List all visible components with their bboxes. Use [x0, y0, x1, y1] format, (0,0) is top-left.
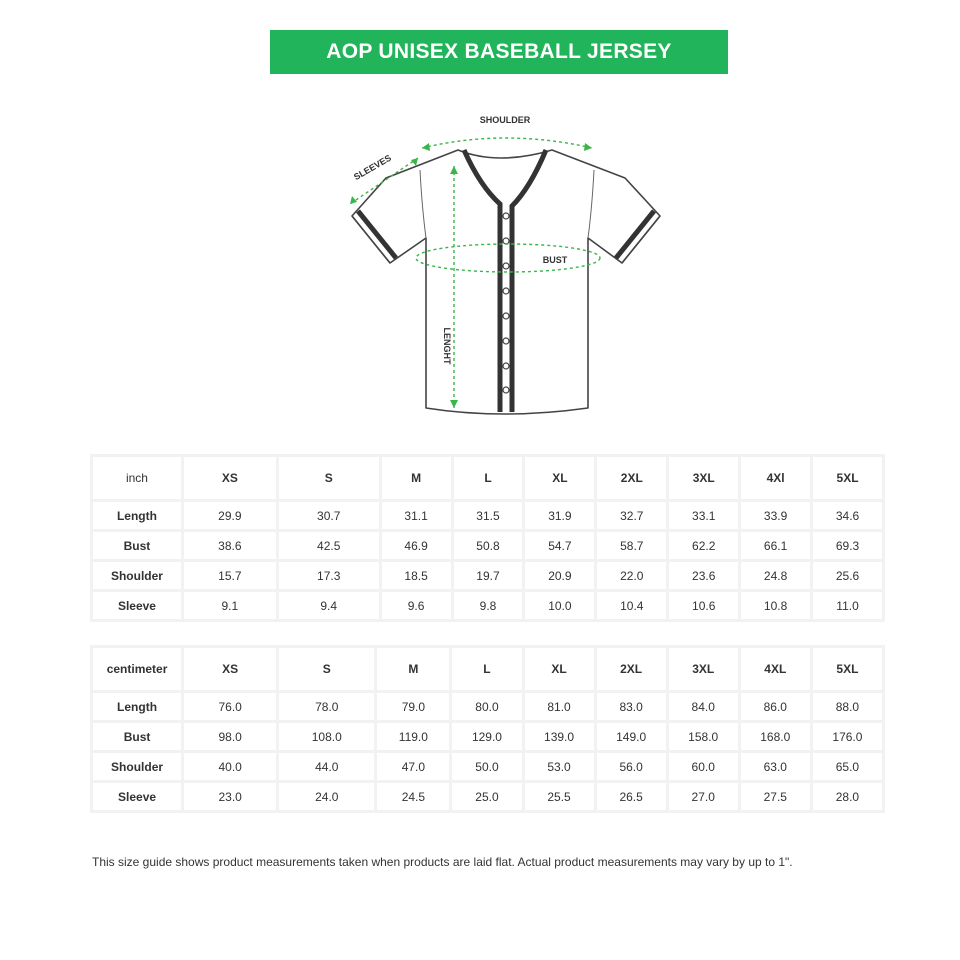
table-row [93, 562, 882, 589]
bust-label: BUST [542, 255, 568, 265]
table-cell: 76.0 [184, 693, 276, 720]
size-header: XL [525, 457, 594, 499]
table-cell: 22.0 [597, 562, 666, 589]
jersey-diagram [330, 108, 670, 428]
row-label: Sleeve [93, 592, 181, 619]
table-cell: 65.0 [813, 753, 882, 780]
table-cell: 27.0 [669, 783, 738, 810]
table-row [93, 753, 882, 780]
size-header: 4Xl [741, 457, 810, 499]
length-label: LENGHT [442, 327, 452, 365]
table-cell: 63.0 [741, 753, 810, 780]
table-cell: 108.0 [279, 723, 374, 750]
table-cell: 19.7 [454, 562, 523, 589]
table-cell: 80.0 [452, 693, 521, 720]
table-cell: 33.9 [741, 502, 810, 529]
size-header: S [279, 648, 374, 690]
centimeter-size-table [90, 645, 885, 813]
jersey-outline [352, 150, 660, 414]
size-header: 4XL [741, 648, 810, 690]
inch-size-table [90, 454, 885, 622]
table-cell: 56.0 [597, 753, 666, 780]
size-header: L [454, 457, 523, 499]
table-cell: 9.4 [279, 592, 379, 619]
table-cell: 26.5 [597, 783, 666, 810]
table-cell: 38.6 [184, 532, 276, 559]
table-cell: 10.8 [741, 592, 810, 619]
table-row [93, 693, 882, 720]
table-cell: 11.0 [813, 592, 882, 619]
table-cell: 119.0 [377, 723, 449, 750]
table-cell: 25.0 [452, 783, 521, 810]
row-label: Sleeve [93, 783, 181, 810]
page-title: AOP UNISEX BASEBALL JERSEY [326, 40, 672, 63]
table-cell: 42.5 [279, 532, 379, 559]
size-header: M [377, 648, 449, 690]
table-cell: 31.9 [525, 502, 594, 529]
table-cell: 30.7 [279, 502, 379, 529]
row-label: Shoulder [93, 753, 181, 780]
table-cell: 23.6 [669, 562, 738, 589]
table-row [93, 532, 882, 559]
sleeves-label: SLEEVES [352, 152, 393, 183]
table-cell: 9.1 [184, 592, 276, 619]
table-cell: 24.5 [377, 783, 449, 810]
size-guide-footnote: This size guide shows product measurements taken when products are laid flat. Actual product measurements may vary by up to 1". [92, 855, 793, 869]
table-cell: 158.0 [669, 723, 738, 750]
size-header: S [279, 457, 379, 499]
table-cell: 27.5 [741, 783, 810, 810]
size-header: 2XL [597, 648, 666, 690]
table-cell: 149.0 [597, 723, 666, 750]
table-cell: 60.0 [669, 753, 738, 780]
table-cell: 98.0 [184, 723, 276, 750]
table-cell: 18.5 [382, 562, 451, 589]
table-cell: 86.0 [741, 693, 810, 720]
table-cell: 46.9 [382, 532, 451, 559]
table-row [93, 783, 882, 810]
table-cell: 54.7 [525, 532, 594, 559]
table-cell: 34.6 [813, 502, 882, 529]
table-cell: 20.9 [525, 562, 594, 589]
table-cell: 62.2 [669, 532, 738, 559]
table-cell: 88.0 [813, 693, 882, 720]
table-cell: 168.0 [741, 723, 810, 750]
table-cell: 44.0 [279, 753, 374, 780]
table-cell: 17.3 [279, 562, 379, 589]
size-header: 5XL [813, 648, 882, 690]
table-cell: 58.7 [597, 532, 666, 559]
shoulder-label: SHOULDER [479, 115, 531, 125]
table-cell: 32.7 [597, 502, 666, 529]
table-cell: 10.6 [669, 592, 738, 619]
table-cell: 31.1 [382, 502, 451, 529]
table-cell: 9.6 [382, 592, 451, 619]
size-header: L [452, 648, 521, 690]
row-label: Shoulder [93, 562, 181, 589]
table-cell: 66.1 [741, 532, 810, 559]
table-cell: 53.0 [525, 753, 594, 780]
shoulder-guide [422, 138, 592, 148]
table-cell: 83.0 [597, 693, 666, 720]
size-header: 3XL [669, 648, 738, 690]
table-cell: 47.0 [377, 753, 449, 780]
size-header: XL [525, 648, 594, 690]
title-banner [270, 30, 728, 74]
table-cell: 129.0 [452, 723, 521, 750]
table-cell: 40.0 [184, 753, 276, 780]
table-cell: 84.0 [669, 693, 738, 720]
table-cell: 81.0 [525, 693, 594, 720]
table-cell: 23.0 [184, 783, 276, 810]
table-cell: 25.6 [813, 562, 882, 589]
jersey-illustration [330, 108, 670, 428]
size-header: XS [184, 648, 276, 690]
table-cell: 33.1 [669, 502, 738, 529]
inch-unit-cell: inch [93, 457, 181, 499]
table-cell: 79.0 [377, 693, 449, 720]
row-label: Bust [93, 723, 181, 750]
table-cell: 28.0 [813, 783, 882, 810]
row-label: Length [93, 502, 181, 529]
table-cell: 24.0 [279, 783, 374, 810]
table-cell: 50.8 [454, 532, 523, 559]
size-header: 3XL [669, 457, 738, 499]
table-cell: 139.0 [525, 723, 594, 750]
size-header: 2XL [597, 457, 666, 499]
table-cell: 15.7 [184, 562, 276, 589]
size-header: XS [184, 457, 276, 499]
table-cell: 78.0 [279, 693, 374, 720]
table-row [93, 502, 882, 529]
table-cell: 31.5 [454, 502, 523, 529]
cm-header-row [93, 648, 882, 690]
table-cell: 10.0 [525, 592, 594, 619]
table-cell: 176.0 [813, 723, 882, 750]
inch-header-row [93, 457, 882, 499]
table-cell: 9.8 [454, 592, 523, 619]
table-cell: 25.5 [525, 783, 594, 810]
table-cell: 29.9 [184, 502, 276, 529]
table-cell: 69.3 [813, 532, 882, 559]
table-row [93, 723, 882, 750]
row-label: Bust [93, 532, 181, 559]
size-header: M [382, 457, 451, 499]
table-cell: 50.0 [452, 753, 521, 780]
table-cell: 24.8 [741, 562, 810, 589]
row-label: Length [93, 693, 181, 720]
table-row [93, 592, 882, 619]
cm-unit-cell: centimeter [93, 648, 181, 690]
size-header: 5XL [813, 457, 882, 499]
table-cell: 10.4 [597, 592, 666, 619]
